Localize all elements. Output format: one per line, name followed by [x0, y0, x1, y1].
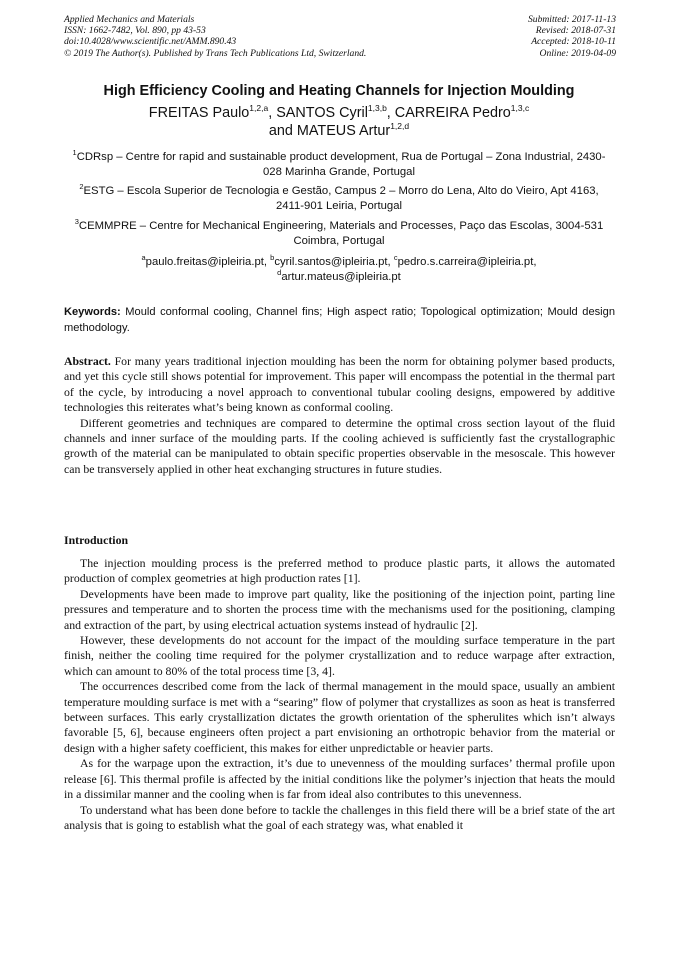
author-affiliation-marker: 1,2,d	[390, 121, 410, 131]
affiliation-1	[70, 150, 608, 180]
accepted-date: Accepted: 2018-10-11	[531, 36, 616, 48]
affiliation-marker: 3	[74, 217, 79, 226]
copyright-line: © 2019 The Author(s). Published by Trans Tech Publications Ltd, Switzerland.	[64, 47, 367, 59]
email-marker: d	[277, 268, 282, 277]
affiliation-text: CEMMPRE – Centre for Mechanical Engineering, Materials and Processes, Paço das Escolas, 3004-531 Coimbra, Portugal	[78, 220, 604, 247]
author-name: and MATEUS Artur	[268, 123, 391, 139]
author-emails	[70, 255, 608, 285]
abstract-label: Abstract.	[64, 354, 111, 368]
section-heading-introduction: Introduction	[64, 533, 129, 547]
abstract-section	[64, 354, 615, 477]
body-paragraph: To understand what has been done before to tackle the challenges in this field there will be a brief state of the art analysis that is going to establish what the goal of each strategy was, what enabled it	[64, 802, 615, 832]
author-separator: ,	[268, 105, 277, 121]
keywords-text: Mould conformal cooling, Channel fins; High aspect ratio; Topological optimization; Mould design methodology.	[64, 306, 615, 334]
author-affiliation-marker: 1,3,c	[510, 103, 530, 113]
revised-date: Revised: 2018-07-31	[535, 25, 616, 37]
email-address[interactable]: pedro.s.carreira@ipleiria.pt,	[397, 256, 537, 268]
affiliation-marker: 2	[79, 182, 84, 191]
journal-name: Applied Mechanics and Materials	[64, 14, 195, 25]
submitted-date: Submitted: 2017-11-13	[527, 14, 616, 25]
issn-line: ISSN: 1662-7482, Vol. 890, pp 43-53	[64, 25, 206, 37]
affiliation-text: CDRsp – Centre for rapid and sustainable product development, Rua de Portugal – Zona Industrial, 2430-028 Marinha Grande, Portugal	[76, 151, 606, 178]
email-marker: c	[393, 253, 398, 262]
keywords-label: Keywords:	[64, 306, 121, 318]
abstract-paragraph: Different geometries and techniques are compared to determine the optimal cross section layout of the fluid channels and inner surface of the moulding parts. If the cooling achieved is sufficiently fast the crystallographic growth of the material can be manipulated to obtain specific properties observable in the mesoscale. This however can be transversely applied in other heat exchanging structures in future studies.	[64, 415, 615, 476]
email-address[interactable]: paulo.freitas@ipleiria.pt,	[145, 256, 271, 268]
email-marker: a	[141, 253, 146, 262]
email-address[interactable]: cyril.santos@ipleiria.pt,	[274, 256, 394, 268]
author-name: CARREIRA Pedro	[394, 105, 511, 121]
author-separator: ,	[386, 105, 395, 121]
abstract-paragraph	[64, 354, 615, 416]
affiliation-3	[70, 219, 608, 249]
body-paragraph: The occurrences described come from the lack of thermal management in the mould space, usually an ambient temperature moulding surface is met with a “searing” flow of polymer that crystallizes as soon as heat is transferred between surfaces. This early crystallization dictates the growth orientation of the spherulites which isn’t always favorable [5, 6], because engineers often project a part envisioning an orthotropic behavior from the material or design with a higher safety coefficient, this makes for either unpredictable or heavier parts.	[64, 679, 615, 755]
body-paragraph: As for the warpage upon the extraction, it’s due to unevenness of the moulding surfaces’ thermal profile upon release [6]. This thermal profile is affected by the initial conditions like the polymer’s injection that heats the mould in a dissimilar manner and the cooling when is far from ideal also contributes to this unevenness.	[64, 756, 615, 802]
publication-dates	[528, 14, 616, 59]
author-list	[40, 104, 638, 140]
publication-info	[64, 14, 366, 59]
abstract-text: For many years traditional injection moulding has been the norm for obtaining polymer based products, and yet this cycle still shows potential for improvement. This paper will encompass the potential in the thermal part of the cycle, by introducing a novel approach to conventional tubular cooling designs, empowered by additive technologies this reiterates what’s being known as conformal cooling.	[64, 354, 615, 415]
affiliation-2	[70, 184, 608, 214]
email-address[interactable]: artur.mateus@ipleiria.pt	[281, 271, 401, 283]
author-affiliation-marker: 1,3,b	[367, 103, 387, 113]
affiliation-marker: 1	[72, 148, 77, 157]
author-affiliation-marker: 1,2,a	[249, 103, 269, 113]
affiliation-text: ESTG – Escola Superior de Tecnologia e Gestão, Campus 2 – Morro do Lena, Alto do Vieiro, Apt 4163, 2411-901 Leiria, Portugal	[83, 185, 599, 212]
author-name: SANTOS Cyril	[276, 105, 368, 121]
body-paragraph: The injection moulding process is the preferred method to produce plastic parts, it allows the automated production of complex geometries at high production rates [1].	[64, 556, 615, 586]
email-marker: b	[270, 253, 275, 262]
keywords-section	[64, 305, 615, 336]
paper-title: High Efficiency Cooling and Heating Channels for Injection Moulding	[103, 83, 575, 99]
author-name: FREITAS Paulo	[148, 105, 250, 121]
introduction-body	[64, 556, 615, 833]
doi-line: doi:10.4028/www.scientific.net/AMM.890.43	[64, 36, 237, 48]
online-date: Online: 2019-04-09	[539, 47, 616, 59]
body-paragraph: However, these developments do not account for the impact of the moulding surface temperature in the part finish, neither the cooling time required for the polymer crystallization and to reduce warpage after extraction, which can amount to 80% of the total process time [3, 4].	[64, 633, 615, 678]
body-paragraph: Developments have been made to improve part quality, like the positioning of the injection point, parting line pressures and temperature and to shorten the process time with the mechanisms used for the positioning, clamping and extraction of the part, by using electrical actuation systems instead of hydraulic [2].	[64, 586, 615, 632]
